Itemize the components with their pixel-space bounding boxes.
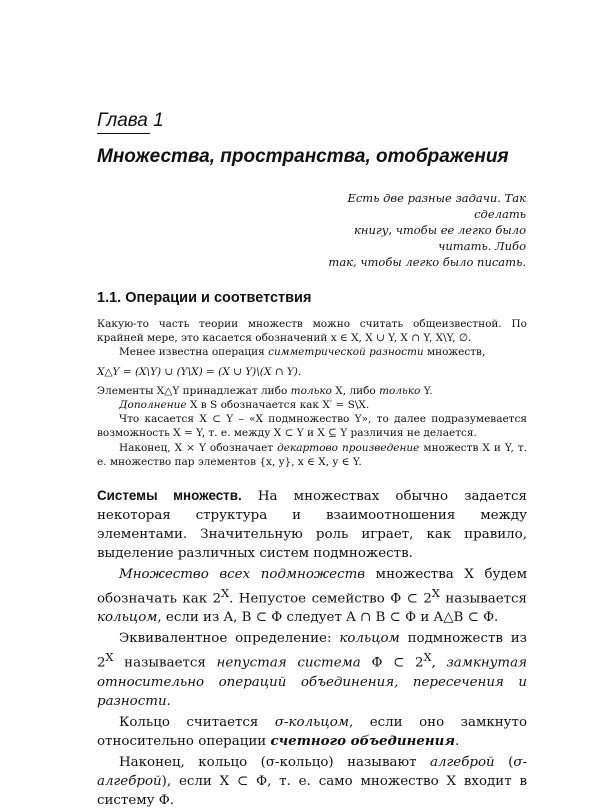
epigraph <box>318 190 526 270</box>
paragraph: Эквивалентное определение: кольцом подмножеств из $2^X$ называется непустая система Φ ⊂ $2^X$, замкнутая относительно операций объединения, пересечения и разности. <box>97 631 527 709</box>
paragraph: Наконец, X × Y обозначает декартово произведение множеств X и Y, т. е. множество пар элементов {x, y}, x ∈ X, y ∈ Y. <box>97 441 528 468</box>
paragraph: Что касается X ⊂ Y – «X подмножество Y», то далее подразумевается возможность X = Y, т. е. между X ⊂ Y и X ⊆ Y различия не делается. <box>97 413 527 440</box>
formula: X△Y = (X\Y) ∪ (Y\X) = (X ∪ Y)\(X ∩ Y). <box>97 365 302 378</box>
paragraph: Дополнение X в S обозначается как X′ = S\X. <box>119 399 370 412</box>
paragraph: Кольцо считается σ-кольцом, если оно замкнуто относительно операции счетного объединения. <box>97 714 528 749</box>
paragraph: Какую-то часть теории множеств можно считать общеизвестной. По крайней мере, это касается обозначений x ∈ X, X ∪ Y, X ∩ Y, X\Y, ∅. <box>97 318 527 345</box>
paragraph-heading: Системы множеств. <box>97 488 242 503</box>
paragraph: Элементы X△Y принадлежат либо только X, либо только Y. <box>97 384 433 397</box>
paragraph: Множество всех подмножеств множества X будем обозначать как $2^X$. Непустое семейство Φ ⊂ $2^X$ называется кольцом, если из A, B ⊂ Φ следует A ∩ B ⊂ Φ и A△B ⊂ Φ. <box>97 567 527 626</box>
chapter-label: Глава 1 <box>97 110 164 131</box>
epigraph-line: так, чтобы легко было писать. <box>328 255 526 269</box>
paragraph: Системы множеств. На множествах обычно задается некоторая структура и взаимоотношения между элементами. Значительную роль играет, как правило, выделение различных систем подмножеств. <box>97 488 528 561</box>
paragraph: Менее известна операция симметрической разности множеств, <box>119 346 486 359</box>
small-print-block <box>97 317 527 469</box>
section-title: 1.1. Операции и соответствия <box>97 290 312 306</box>
epigraph-line: книгу, чтобы ее легко было читать. Либо <box>354 223 526 253</box>
main-text-block <box>97 486 527 812</box>
chapter-underline <box>97 133 150 134</box>
epigraph-line: Есть две разные задачи. Так сделать <box>347 191 526 221</box>
chapter-title: Множества, пространства, отображения <box>97 146 509 167</box>
paragraph: Наконец, кольцо (σ-кольцо) называют алгеброй (σ-алгеброй), если X ⊂ Φ, т. е. само множество X входит в систему Φ. <box>97 754 527 808</box>
